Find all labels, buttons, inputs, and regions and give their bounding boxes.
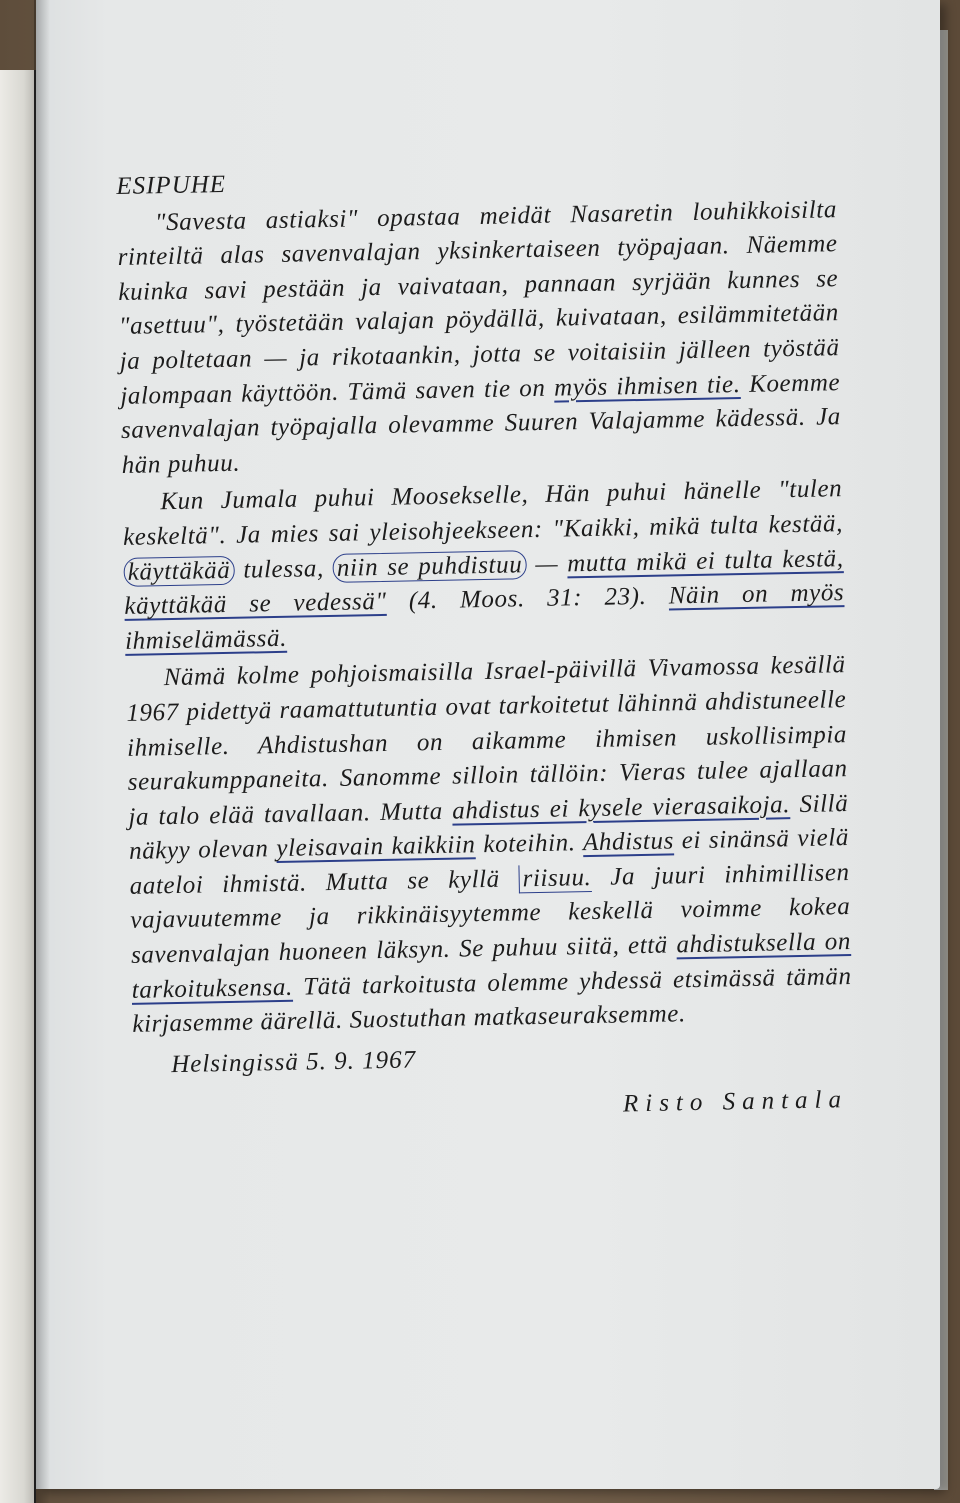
text-run: Ja juuri inhimillisen vajavuutemme ja rikkinäisyytemme keskellä voimme kokea savenvalajan huoneen läksyn. Se puhuu siitä, että [130,858,851,969]
left-page-edge [0,70,36,1503]
preface-text [116,156,854,1132]
pen-underline: myös ihmisen tie. [553,370,741,402]
text-run: Sillä näkyy olevan [128,789,849,866]
paragraph [125,648,852,1042]
pen-underline: ahdistuksella on tarkoituksensa. [131,928,852,1004]
text-run: Kun Jumala puhui Moosekselle, Hän puhui hänelle "tulen keskeltä". Ja mies sai yleisohjeekseen: "Kaikki, mikä tulta kestää, [122,475,844,551]
pen-underline: Ahdistus [582,827,675,857]
paragraph-container [117,193,853,1043]
pen-circle: niin se puhdistuu [333,550,527,583]
pen-underline: yleisavain kaikkiin [276,831,476,863]
text-run: koteihin. [475,829,584,859]
text-run: — [526,549,568,578]
text-run: ei sinänsä vielä aateloi ihmistä. Mutta se kyllä [129,824,850,900]
paragraph [122,472,845,659]
book-page [36,0,940,1489]
page-heading: ESIPUHE [116,170,227,200]
text-run: tulessa, [234,554,334,584]
pen-circle: käyttäkää [123,555,234,586]
pen-underline: Näin on myös ihmiselämässä. [124,579,845,655]
text-run: Koemme savenvalajan työpajalla olevamme Suuren Valajamme kädessä. Ja hän puhuu. [120,368,842,479]
pen-bracket: riisuu. [518,864,591,893]
pen-underline: ahdistus ei kysele vierasaikoja. [451,790,791,825]
place-date: Helsingissä 5. 9. 1967 [170,1046,417,1078]
text-run: (4. Moos. 31: 23). [386,582,669,616]
paragraph [117,193,842,484]
pen-underline: mutta mikä ei tulta kestä, käyttäkää se vedessä" [124,544,844,621]
text-run: Tätä tarkoitusta olemme yhdessä etsimässä tämän kirjasemme äärellä. Suostuthan matkaseuraksemme. [132,962,852,1039]
text-run: Nämä kolme pohjoismaisilla Israel-päivillä Vivamossa kesällä 1967 pidettyä raamattutuntia ovat tarkoitetut lähinnä ahdistuneelle ihmiselle. Ahdistushan on aikamme ihmisen uskollisimpia seurakumppaneita. Sanomme silloin tällöin: Vieras tulee ajallaan ja talo elää tavallaan. Mutta [126,651,848,831]
spine-shadow [34,0,50,1503]
author-signature: Risto Santala [622,1086,849,1118]
text-run: "Savesta astiaksi" opastaa meidät Nasaretin louhikkoisilta rinteiltä alas savenvalajan yksinkertaiseen työpajaan. Näemme kuinka savi pestään ja vaivataan, pannaan syrjään kunnes se "asettuu", työstetään valajan pöydällä, kuivataan, esilämmitetään ja poltetaan — ja rikotaankin, jotta se voitaisiin jälleen työstää jalompaan käyttöön. Tämä saven tie on [117,195,840,410]
